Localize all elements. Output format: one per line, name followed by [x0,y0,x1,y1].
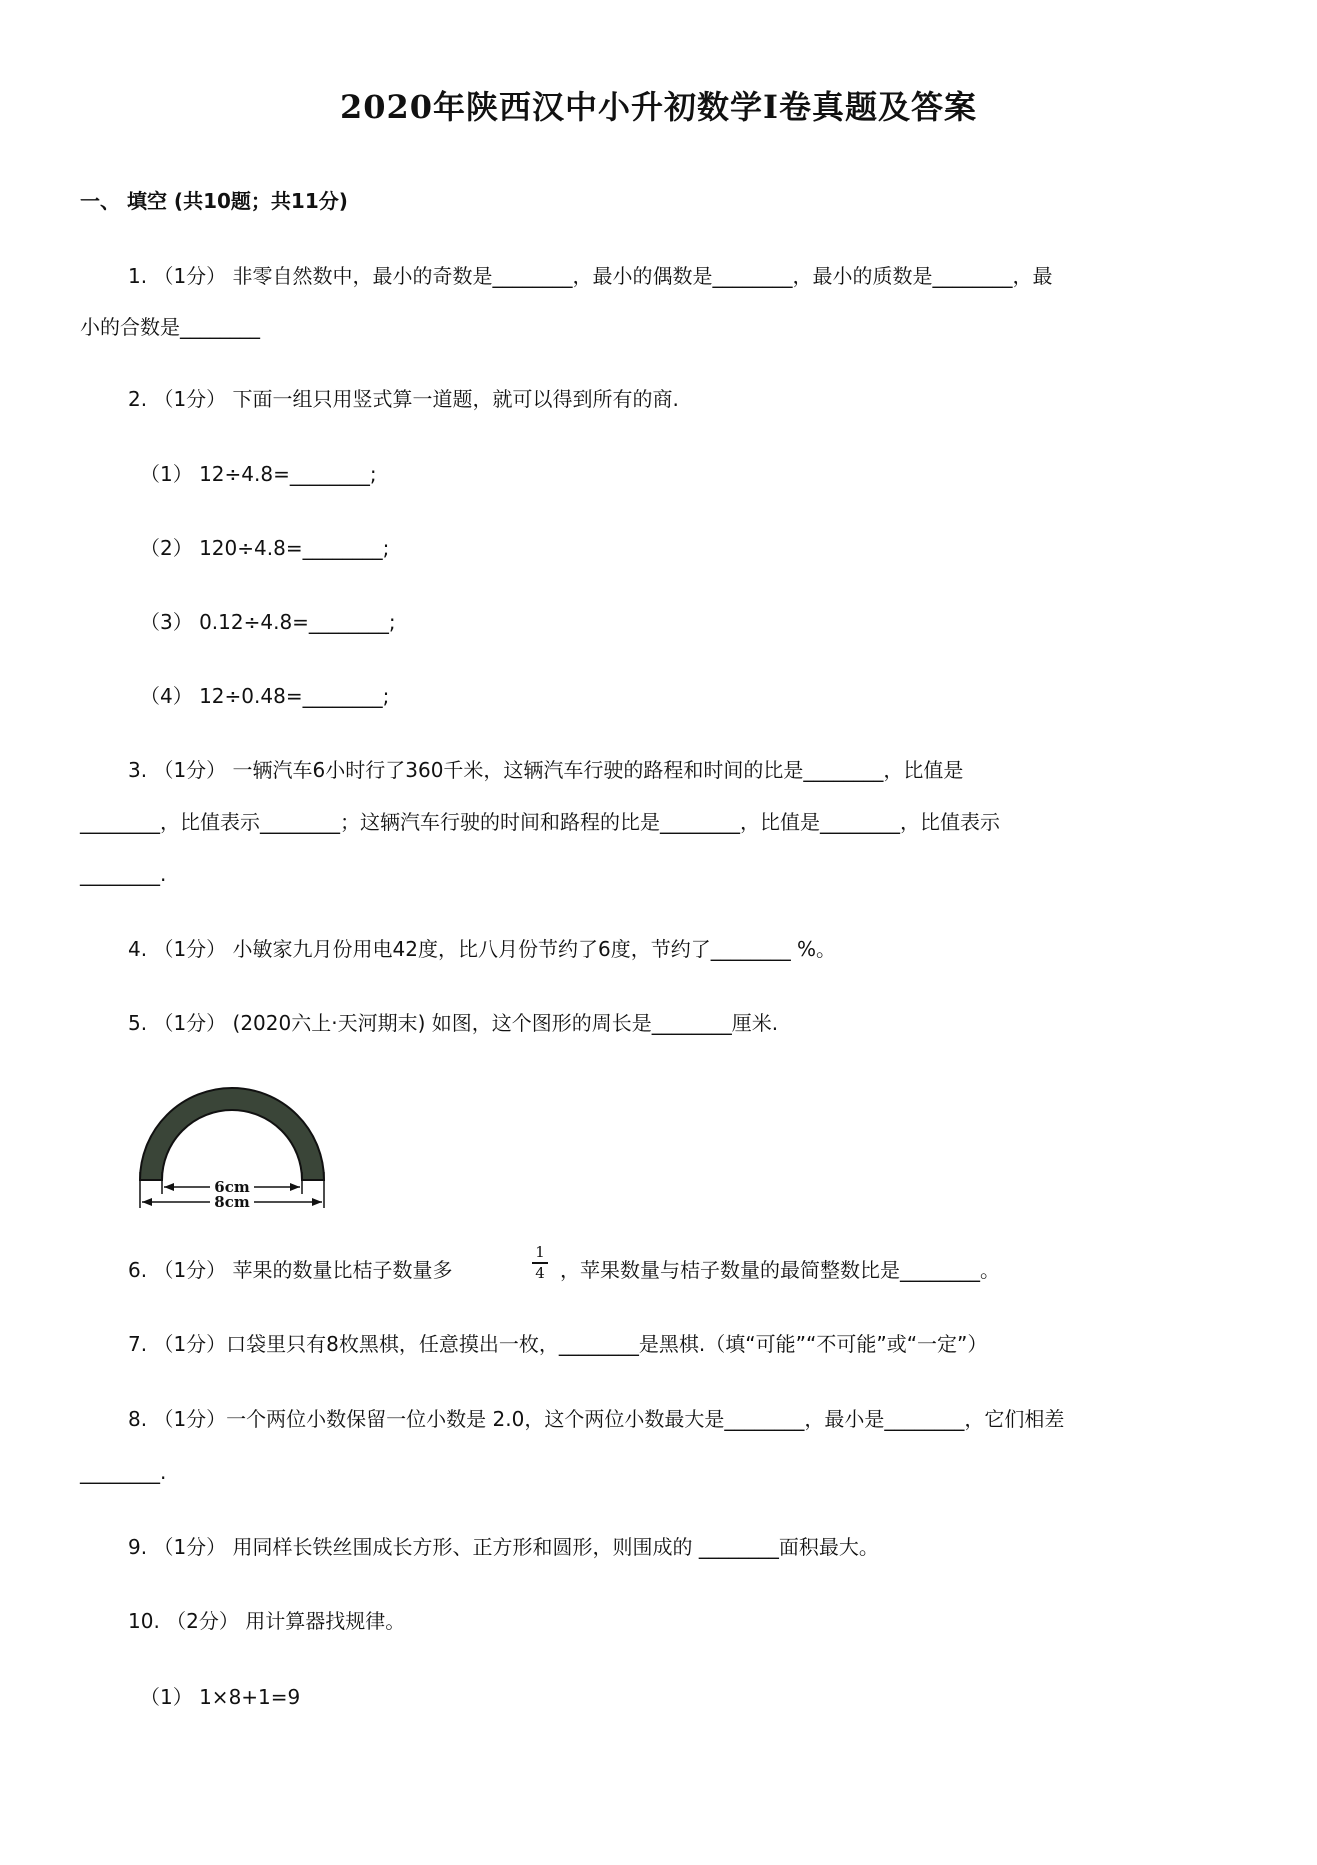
fraction-one-quarter [530,1244,550,1282]
question-6-after: ，苹果数量与桔子数量的最简整数比是________。 [560,1258,1000,1282]
question-3-line-3: ________. [80,862,167,886]
question-1-line-1: 1. （1分） 非零自然数中，最小的奇数是________，最小的偶数是________，最小的质数是________，最 [128,264,1053,288]
question-6-before: 6. （1分） 苹果的数量比桔子数量多 [128,1258,453,1282]
question-10-stem: 10. （2分） 用计算器找规律。 [128,1609,406,1633]
fraction-denominator: 4 [535,1263,545,1282]
question-2-part-3: （3） 0.12÷4.8=________; [140,610,396,634]
question-7: 7. （1分）口袋里只有8枚黑棋，任意摸出一枚，________是黑棋.（填“可能”“不可能”或“一定”） [128,1332,988,1356]
inner-diameter-label: 6cm [214,1178,250,1196]
question-2-part-4: （4） 12÷0.48=________; [140,684,390,708]
page-title: 2020年陕西汉中小升初数学Ⅰ卷真题及答案 [339,88,978,126]
ring-shape [140,1088,324,1180]
question-1-line-2: 小的合数是________ [80,315,260,339]
question-8-line-2: ________. [80,1460,167,1484]
semicircle-ring-figure [132,1072,332,1208]
question-5-stem: 5. （1分） (2020六上·天河期末) 如图，这个图形的周长是________厘米. [128,1011,779,1035]
question-2-stem: 2. （1分） 下面一组只用竖式算一道题，就可以得到所有的商. [128,387,679,411]
question-3-line-1: 3. （1分） 一辆汽车6小时行了360千米，这辆汽车行驶的路程和时间的比是________，比值是 [128,758,964,782]
section-heading: 一、 填空 (共10题；共11分) [80,189,348,213]
question-3-line-2: ________，比值表示________；这辆汽车行驶的时间和路程的比是________，比值是________，比值表示 [80,810,1000,834]
fraction-numerator: 1 [535,1243,545,1261]
question-8-line-1: 8. （1分）一个两位小数保留一位小数是 2.0，这个两位小数最大是________，最小是________，它们相差 [128,1407,1065,1431]
question-2-part-1: （1） 12÷4.8=________; [140,462,377,486]
outer-diameter-label: 8cm [214,1193,250,1208]
question-2-part-2: （2） 120÷4.8=________; [140,536,390,560]
question-10-part-1: （1） 1×8+1=9 [140,1685,301,1709]
question-4: 4. （1分） 小敏家九月份用电42度，比八月份节约了6度，节约了________ %。 [128,937,837,961]
question-9: 9. （1分） 用同样长铁丝围成长方形、正方形和圆形，则围成的 ________面积最大。 [128,1535,879,1559]
